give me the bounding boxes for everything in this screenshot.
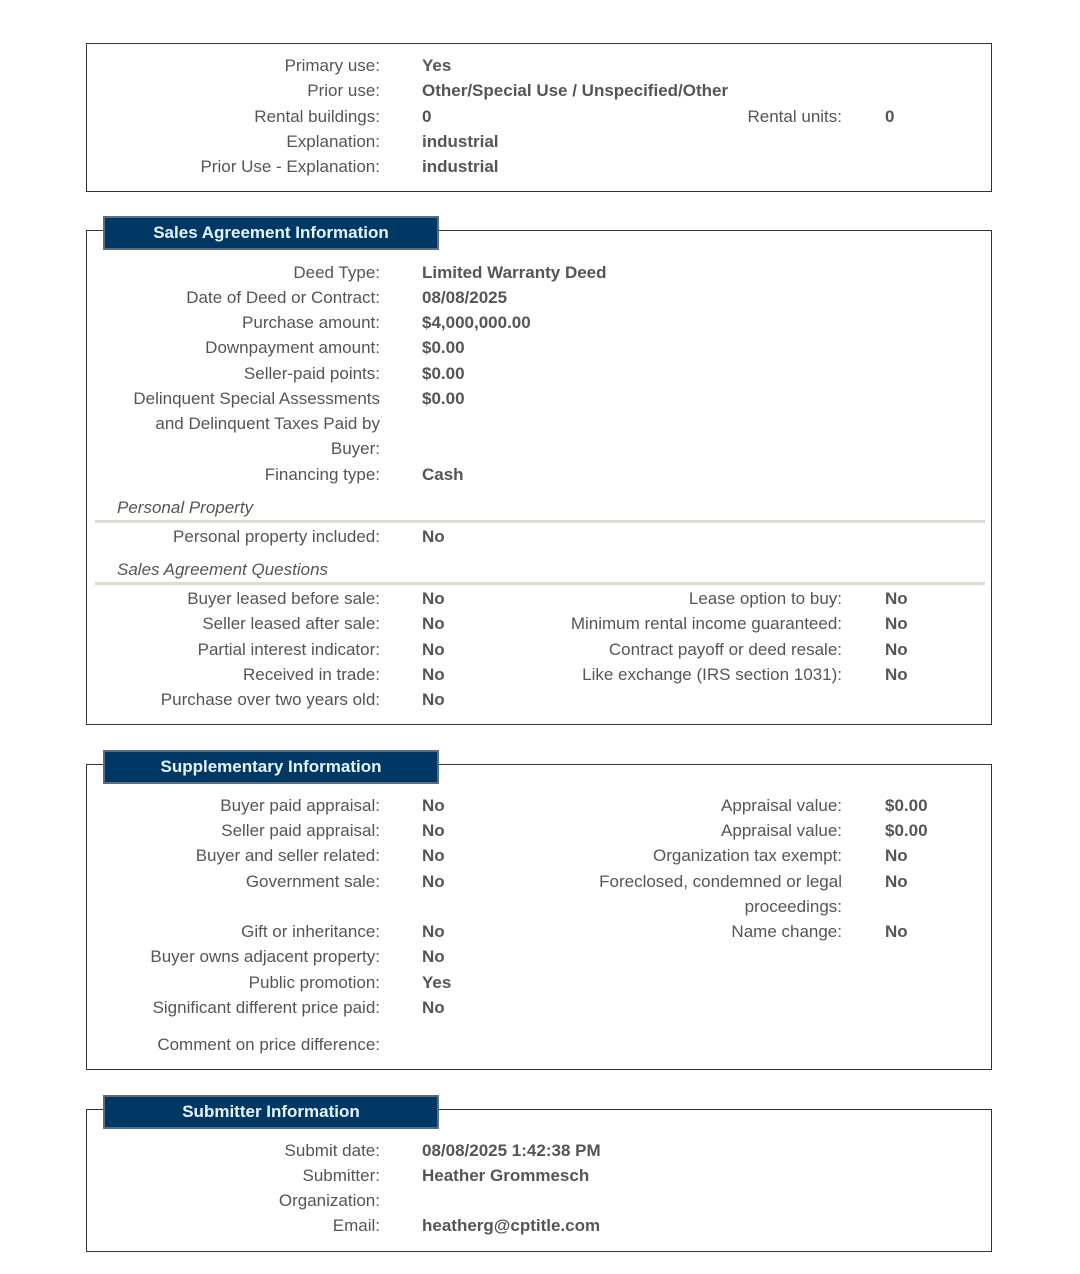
purchase-amount-row <box>86 310 992 334</box>
email-value[interactable]: heatherg@cptitle.com <box>422 1216 601 1235</box>
prior-use-explanation-value: industrial <box>422 157 499 176</box>
appraisal-value-1-label: Appraisal value: <box>721 796 842 815</box>
primary-use-row <box>86 53 992 77</box>
submitter-label: Submitter: <box>302 1166 380 1185</box>
submit-date-row <box>86 1138 992 1162</box>
s-row-3 <box>86 843 992 867</box>
seller-leased-label: Seller leased after sale: <box>202 614 380 633</box>
min-rental-label: Minimum rental income guaranteed: <box>570 614 842 633</box>
lease-option-value: No <box>885 589 908 608</box>
date-of-deed-label: Date of Deed or Contract: <box>186 288 380 307</box>
financing-type-label: Financing type: <box>264 465 380 484</box>
seller-paid-appraisal-label: Seller paid appraisal: <box>221 821 380 840</box>
min-rental-value: No <box>885 614 908 633</box>
explanation-label: Explanation: <box>286 132 380 151</box>
significant-price-label: Significant different price paid: <box>152 998 380 1017</box>
submitter-header: Submitter Information <box>103 1095 439 1129</box>
buyer-leased-label: Buyer leased before sale: <box>187 589 380 608</box>
questions-heading: Sales Agreement Questions <box>117 560 329 579</box>
purchase-over-two-years-label: Purchase over two years old: <box>160 690 380 709</box>
explanation-value: industrial <box>422 132 499 151</box>
submit-date-label: Submit date: <box>284 1141 380 1160</box>
contract-payoff-value: No <box>885 640 908 659</box>
organization-label: Organization: <box>278 1191 380 1210</box>
s-row-5 <box>86 919 992 943</box>
partial-interest-label: Partial interest indicator: <box>197 640 380 659</box>
received-in-trade-value: No <box>422 665 445 684</box>
deed-type-value: Limited Warranty Deed <box>422 263 607 282</box>
rental-buildings-value: 0 <box>422 107 432 126</box>
buyer-owns-adjacent-label: Buyer owns adjacent property: <box>150 947 380 966</box>
primary-use-value: Yes <box>422 56 452 75</box>
seller-paid-points-label: Seller-paid points: <box>243 364 380 383</box>
contract-payoff-label: Contract payoff or deed resale: <box>608 640 842 659</box>
buyer-seller-related-label: Buyer and seller related: <box>195 846 380 865</box>
like-exchange-value: No <box>885 665 908 684</box>
date-of-deed-value: 08/08/2025 <box>422 288 508 307</box>
s-row-9 <box>86 1032 992 1056</box>
comment-price-difference-label: Comment on price difference: <box>157 1035 380 1054</box>
financing-type-value: Cash <box>422 465 464 484</box>
lease-option-label: Lease option to buy: <box>688 589 842 608</box>
email-label: Email: <box>332 1216 380 1235</box>
submitter-row <box>86 1163 992 1187</box>
financing-type-row <box>86 462 992 486</box>
org-tax-exempt-label: Organization tax exempt: <box>653 846 842 865</box>
deed-type-row <box>86 260 992 284</box>
personal-property-value: No <box>422 527 445 546</box>
name-change-label: Name change: <box>731 922 842 941</box>
deed-type-label: Deed Type: <box>293 263 380 282</box>
prior-use-label: Prior use: <box>307 81 380 100</box>
submitter-value: Heather Grommesch <box>422 1166 590 1185</box>
s-row-2 <box>86 818 992 842</box>
rental-row <box>86 104 992 128</box>
significant-price-value: No <box>422 998 445 1017</box>
organization-row <box>86 1188 992 1212</box>
buyer-paid-appraisal-value: No <box>422 796 445 815</box>
delinquent-row <box>86 386 992 462</box>
delinquent-label-line3: Buyer: <box>330 439 380 458</box>
like-exchange-label: Like exchange (IRS section 1031): <box>582 665 842 684</box>
delinquent-value: $0.00 <box>422 389 465 408</box>
delinquent-label-line1: Delinquent Special Assessments <box>133 389 380 408</box>
received-in-trade-label: Received in trade: <box>242 665 380 684</box>
appraisal-value-2-value: $0.00 <box>885 821 928 840</box>
submit-date-value: 08/08/2025 1:42:38 PM <box>422 1141 601 1160</box>
s-row-8 <box>86 995 992 1019</box>
seller-leased-value: No <box>422 614 445 633</box>
public-promotion-label: Public promotion: <box>248 973 380 992</box>
foreclosed-label-line1: Foreclosed, condemned or legal <box>599 872 842 891</box>
purchase-amount-value: $4,000,000.00 <box>422 313 531 332</box>
seller-paid-points-row <box>86 361 992 385</box>
public-promotion-value: Yes <box>422 973 452 992</box>
rental-buildings-label: Rental buildings: <box>254 107 380 126</box>
appraisal-value-2-label: Appraisal value: <box>721 821 842 840</box>
rental-units-value: 0 <box>885 107 895 126</box>
gift-inheritance-value: No <box>422 922 445 941</box>
buyer-leased-value: No <box>422 589 445 608</box>
buyer-paid-appraisal-label: Buyer paid appraisal: <box>220 796 380 815</box>
rental-units-label: Rental units: <box>747 107 842 126</box>
personal-property-divider <box>95 520 985 523</box>
appraisal-value-1-value: $0.00 <box>885 796 928 815</box>
seller-paid-appraisal-value: No <box>422 821 445 840</box>
prior-use-value: Other/Special Use / Unspecified/Other <box>422 81 729 100</box>
government-sale-value: No <box>422 872 445 891</box>
questions-divider <box>95 582 985 585</box>
s-row-6 <box>86 944 992 968</box>
purchase-over-two-years-value: No <box>422 690 445 709</box>
s-row-7 <box>86 970 992 994</box>
government-sale-label: Government sale: <box>245 872 380 891</box>
personal-property-row <box>86 524 992 548</box>
personal-property-heading: Personal Property <box>117 498 254 517</box>
personal-property-label: Personal property included: <box>173 527 380 546</box>
foreclosed-label <box>599 869 842 919</box>
foreclosed-label-line2: proceedings: <box>744 897 842 916</box>
explanation-row <box>86 129 992 153</box>
name-change-value: No <box>885 922 908 941</box>
q-row-4 <box>86 662 992 686</box>
seller-paid-points-value: $0.00 <box>422 364 465 383</box>
q-row-1 <box>86 586 992 610</box>
foreclosed-value: No <box>885 872 908 891</box>
sales-agreement-header: Sales Agreement Information <box>103 216 439 250</box>
purchase-amount-label: Purchase amount: <box>242 313 380 332</box>
q-row-3 <box>86 637 992 661</box>
email-row <box>86 1213 992 1237</box>
downpayment-value: $0.00 <box>422 338 465 357</box>
delinquent-label-line2: and Delinquent Taxes Paid by <box>155 414 380 433</box>
partial-interest-value: No <box>422 640 445 659</box>
org-tax-exempt-value: No <box>885 846 908 865</box>
s-row-1 <box>86 793 992 817</box>
buyer-seller-related-value: No <box>422 846 445 865</box>
date-of-deed-row <box>86 285 992 309</box>
q-row-2 <box>86 611 992 635</box>
supplementary-header: Supplementary Information <box>103 750 439 784</box>
gift-inheritance-label: Gift or inheritance: <box>241 922 380 941</box>
downpayment-row <box>86 335 992 359</box>
buyer-owns-adjacent-value: No <box>422 947 445 966</box>
primary-use-label: Primary use: <box>284 56 380 75</box>
prior-use-explanation-label: Prior Use - Explanation: <box>200 157 380 176</box>
prior-use-explanation-row <box>86 154 992 178</box>
delinquent-label <box>133 386 380 461</box>
prior-use-row <box>86 78 992 102</box>
s-row-4 <box>86 869 992 919</box>
downpayment-label: Downpayment amount: <box>205 338 380 357</box>
q-row-5 <box>86 687 992 711</box>
